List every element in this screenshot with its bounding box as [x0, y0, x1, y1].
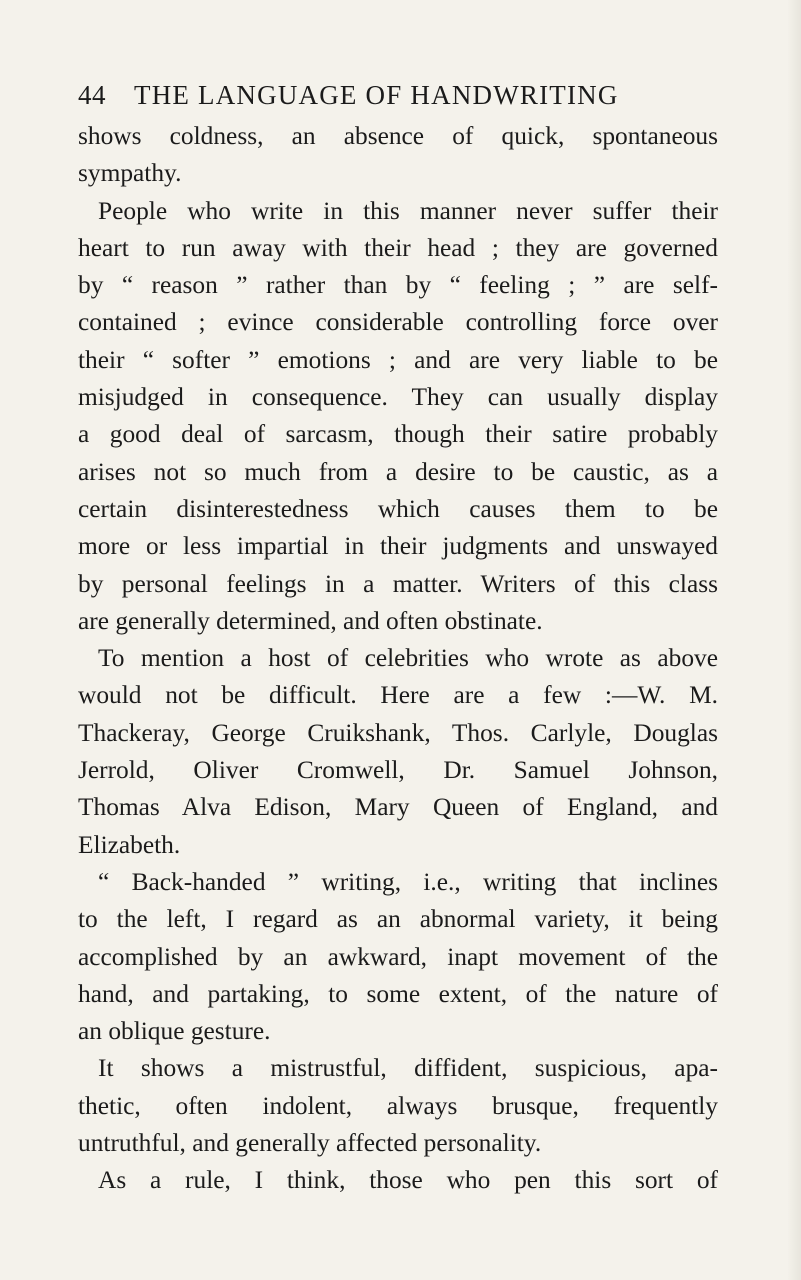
text-line: It shows a mistrustful, diffident, suspicious, apa- — [98, 1054, 718, 1083]
text-line: To mention a host of celebrities who wrote as above — [98, 644, 718, 673]
text-line: heart to run away with their head ; they are governed — [78, 233, 718, 262]
text-line: thetic, often indolent, always brusque, frequently — [78, 1091, 718, 1120]
text-line: an oblique gesture. — [78, 1017, 271, 1046]
text-line: untruthful, and generally affected personality. — [78, 1129, 542, 1158]
text-line: by personal feelings in a matter. Writers of this class — [78, 569, 718, 598]
text-line: accomplished by an awkward, inapt movement of the — [78, 942, 718, 971]
text-line: certain disinterestedness which causes them to be — [78, 494, 718, 523]
text-line: Thackeray, George Cruikshank, Thos. Carlyle, Douglas — [78, 718, 718, 747]
running-head — [78, 80, 698, 114]
text-line: by “ reason ” rather than by “ feeling ; ” are self- — [78, 271, 718, 300]
text-line: are generally determined, and often obstinate. — [78, 606, 543, 635]
text-line: Thomas Alva Edison, Mary Queen of England, and — [78, 793, 718, 822]
text-line: Jerrold, Oliver Cromwell, Dr. Samuel Johnson, — [78, 756, 718, 785]
text-line: would not be difficult. Here are a few :—W. M. — [78, 681, 718, 710]
text-line: misjudged in consequence. They can usually display — [78, 383, 718, 412]
text-line: As a rule, I think, those who pen this sort of — [98, 1166, 718, 1195]
text-line: a good deal of sarcasm, though their satire probably — [78, 420, 718, 449]
page-edge-shadow — [787, 0, 801, 1280]
text-line: Elizabeth. — [78, 830, 181, 859]
text-line: their “ softer ” emotions ; and are very liable to be — [78, 345, 718, 374]
text-line: People who write in this manner never suffer their — [98, 196, 718, 225]
text-line: shows coldness, an absence of quick, spontaneous — [78, 122, 718, 150]
text-line: arises not so much from a desire to be caustic, as a — [78, 457, 718, 486]
body-text — [78, 118, 718, 1200]
text-line: sympathy. — [78, 159, 182, 188]
running-title: THE LANGUAGE OF HANDWRITING — [134, 80, 619, 110]
text-line: “ Back-handed ” writing, i.e., writing that inclines — [98, 867, 718, 896]
page-number: 44 — [78, 80, 106, 110]
text-line: more or less impartial in their judgments and unswayed — [78, 532, 718, 561]
text-line: to the left, I regard as an abnormal variety, it being — [78, 905, 718, 934]
text-line: contained ; evince considerable controlling force over — [78, 308, 718, 337]
text-line: hand, and partaking, to some extent, of the nature of — [78, 979, 718, 1008]
